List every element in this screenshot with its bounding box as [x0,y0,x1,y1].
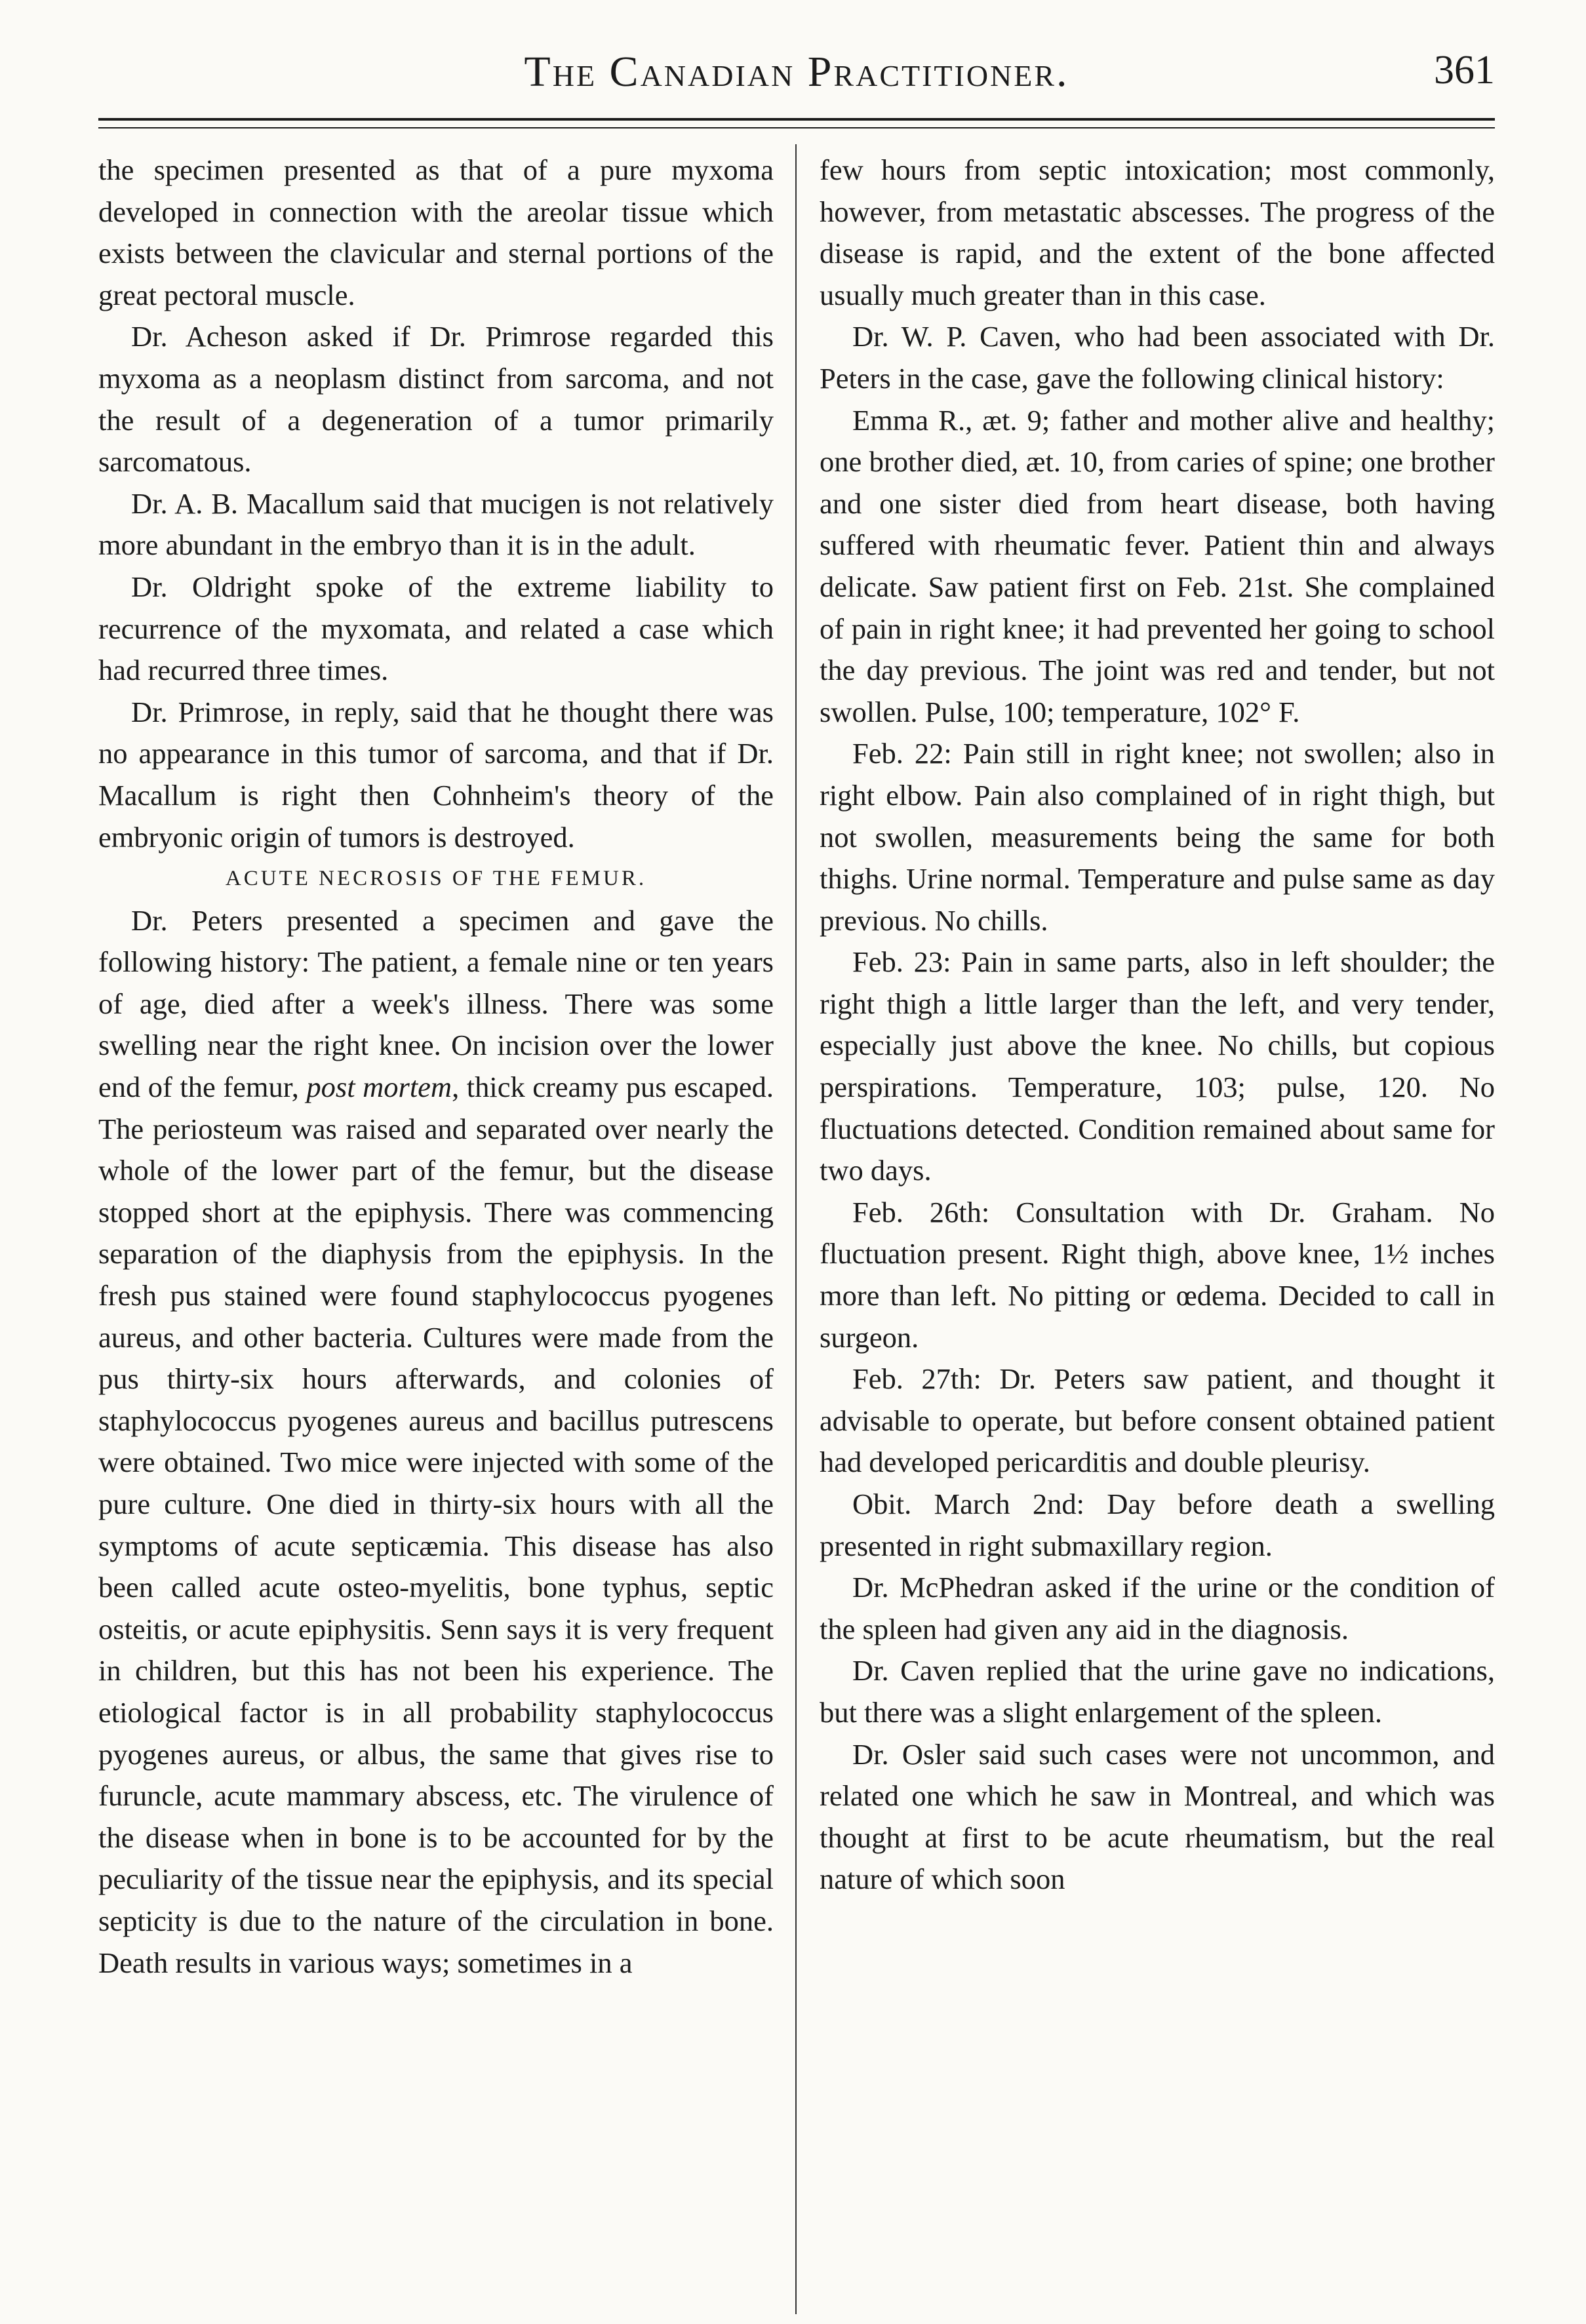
header-rule-thin [98,127,1495,128]
paragraph: Emma R., æt. 9; father and mother alive and healthy; one brother died, æt. 10, from caries of spine; one brother and one sister died from heart disease, both having suffered with rheumatic fever. Patient thin and always delicate. Saw patient first on Feb. 21st. She complained of pain in right knee; it had prevented her going to school the day previous. The joint was red and tender, but not swollen. Pulse, 100; temperature, 102° F. [820,403,1495,728]
paragraph: Dr. A. B. Macallum said that mucigen is not relatively more abundant in the embryo than it is in the adult. [98,486,774,562]
journal-title: The Canadian Practitioner. [524,48,1069,96]
paragraph: Dr. Primrose, in reply, said that he thought there was no appearance in this tumor of sarcoma, and that if Dr. Macallum is right then Cohnheim's theory of the embryonic origin of tumors is destroyed. [98,695,774,854]
paragraph [98,900,774,1984]
paragraph: Dr. Caven replied that the urine gave no indications, but there was a slight enlargement of the spleen. [820,1654,1495,1729]
paragraph: Feb. 27th: Dr. Peters saw patient, and thought it advisable to operate, but before consent obtained patient had developed pericarditis and double pleurisy. [820,1362,1495,1479]
paragraph: Dr. Acheson asked if Dr. Primrose regarded this myxoma as a neoplasm distinct from sarcoma, and not the result of a degeneration of a tumor primarily sarcomatous. [98,320,774,479]
paragraph: few hours from septic intoxication; most commonly, however, from metastatic abscesses. The progress of the disease is rapid, and the extent of the bone affected usually much greater than in this case. [820,153,1495,311]
paragraph: Feb. 22: Pain still in right knee; not swollen; also in right elbow. Pain also complained of in right thigh, but not swollen, measurements being the same for both thighs. Urine normal. Temperature and pulse same as day previous. No chills. [820,737,1495,937]
section-heading: ACUTE NECROSIS OF THE FEMUR. [225,867,647,891]
paragraph: Dr. Osler said such cases were not uncommon, and related one which he saw in Montreal, and which was thought at first to be acute rheumatism, but the real nature of which soon [820,1737,1495,1896]
right-column [820,149,1495,2313]
left-column [98,149,774,2313]
page-number: 361 [1434,48,1495,92]
text-run: Dr. Peters presented a specimen and gave the following history: The patient, a female nine or ten years of age, died after a week's illness. There was some swelling near the right knee. On incision over the lower end of the femur, [98,903,774,1104]
running-header [98,39,1495,105]
paragraph: Feb. 23: Pain in same parts, also in left shoulder; the right thigh a little larger than the left, and very tender, especially just above the knee. No chills, but copious perspirations. Temperature, 103; pulse, 120. No fluctuations detected. Condition remained about same for two days. [820,945,1495,1187]
paragraph: the specimen presented as that of a pure myxoma developed in connection with the areolar tissue which exists between the clavicular and sternal portions of the great pectoral muscle. [98,153,774,311]
paragraph: Obit. March 2nd: Day before death a swelling presented in right submaxillary region. [820,1487,1495,1562]
paragraph: Feb. 26th: Consultation with Dr. Graham. No fluctuation present. Right thigh, above knee, 1½ inches more than left. No pitting or œdema. Decided to call in surgeon. [820,1195,1495,1354]
paragraph: Dr. McPhedran asked if the urine or the condition of the spleen had given any aid in the diagnosis. [820,1571,1495,1645]
column-divider [795,144,797,2314]
italic-text: post mortem [306,1071,452,1104]
paragraph: Dr. Oldright spoke of the extreme liability to recurrence of the myxomata, and related a case which had recurred three times. [98,570,774,687]
text-run: , thick creamy pus escaped. The periosteum was raised and separated over nearly the whole of the lower part of the femur, but the disease stopped short at the epiphysis. There was commencing separation of the diaphysis from the epiphysis. In the fresh pus stained were found staphylococcus pyogenes aureus, and other bacteria. Cultures were made from the pus thirty-six hours afterwards, and colonies of staphylococcus pyogenes aureus and bacillus putrescens were obtained. Two mice were injected with some of the pure culture. One died in thirty-six hours with all the symptoms of acute septicæmia. This disease has also been called acute osteo-myelitis, bone typhus, septic osteitis, or acute epiphysitis. Senn says it is very frequent in children, but this has not been his experience. The etiological factor is in all probability staphylococcus pyogenes aureus, or albus, the same that gives rise to furuncle, acute mammary abscess, etc. The virulence of the disease when in bone is to be accounted for by the peculiarity of the tissue near the epiphysis, and its special septicity is due to the nature of the circulation in bone. Death results in various ways; sometimes in a [98,1071,774,1979]
paragraph: Dr. W. P. Caven, who had been associated with Dr. Peters in the case, gave the following clinical history: [820,320,1495,395]
header-rule-thick [98,118,1495,121]
